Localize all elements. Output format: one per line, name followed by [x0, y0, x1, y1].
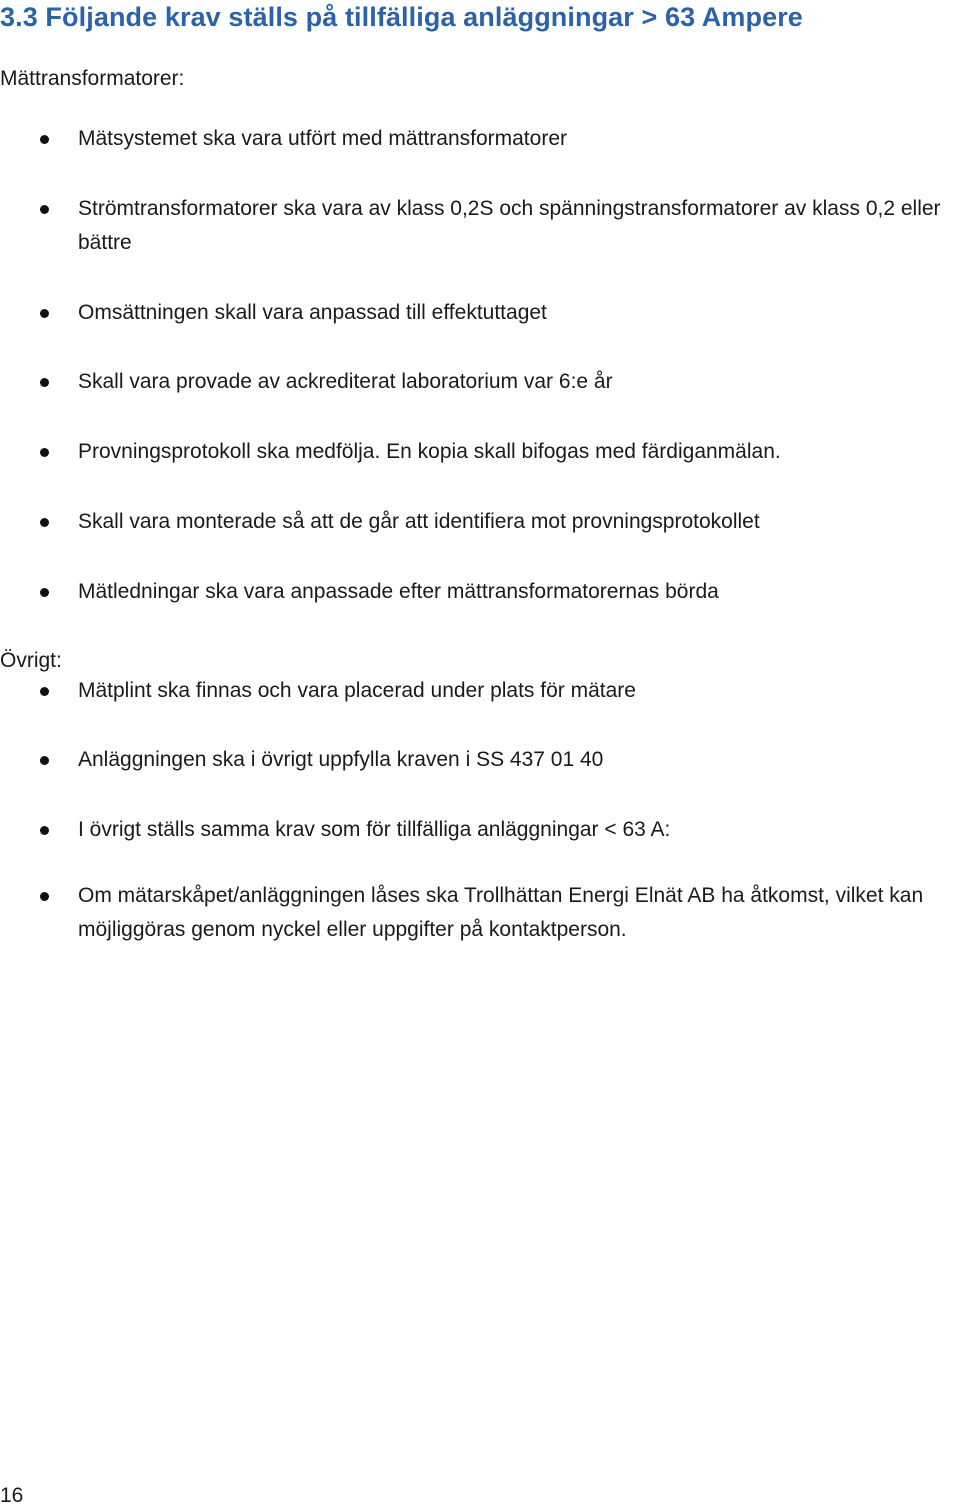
bullet-icon	[40, 205, 49, 214]
bullet-icon	[40, 309, 49, 318]
page-number: 16	[0, 1484, 24, 1507]
bullet-icon	[40, 826, 49, 835]
bullet-icon	[40, 378, 49, 387]
section-label-ovrigt: Övrigt:	[0, 649, 62, 672]
bullet-icon	[40, 518, 49, 527]
section-heading: 3.3 Följande krav ställs på tillfälliga anläggningar > 63 Ampere	[0, 2, 803, 32]
bullet-icon	[40, 892, 49, 901]
bullet-icon	[40, 448, 49, 457]
bullet-icon	[40, 687, 49, 696]
bullet-icon	[40, 756, 49, 765]
section-label-mattransformatorer: Mättransformatorer:	[0, 67, 185, 90]
bullet-icon	[40, 135, 49, 144]
bullet-icon	[40, 588, 49, 597]
